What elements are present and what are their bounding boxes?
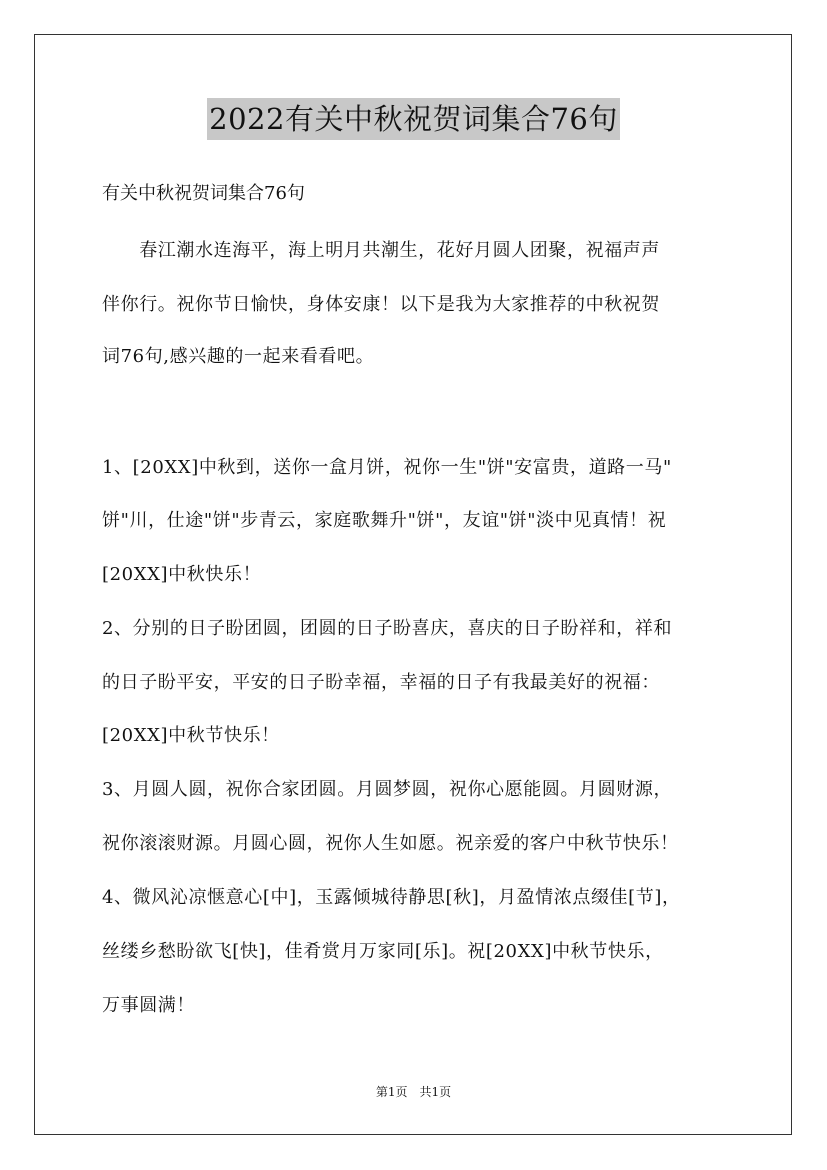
document-subtitle: 有关中秋祝贺词集合76句 [102, 183, 305, 204]
document-title: 2022有关中秋祝贺词集合76句 [207, 98, 620, 140]
item-1-line-2: 饼"川，仕途"饼"步青云，家庭歌舞升"饼"，友谊"饼"淡中见真情！祝 [102, 510, 667, 531]
intro-line-2: 伴你行。祝你节日愉快，身体安康！以下是我为大家推荐的中秋祝贺 [102, 294, 660, 315]
item-2-line-1: 2、分别的日子盼团圆，团圆的日子盼喜庆，喜庆的日子盼祥和，祥和 [102, 618, 673, 639]
item-4-line-2: 丝缕乡愁盼欲飞[快]，佳肴赏月万家同[乐]。祝[20XX]中秋节快乐， [102, 941, 664, 962]
item-4-line-3: 万事圆满！ [102, 995, 195, 1016]
page-footer: 第1页 共1页 [375, 1085, 452, 1099]
intro-line-3: 词76句,感兴趣的一起来看看吧。 [102, 346, 375, 367]
item-3-line-2: 祝你滚滚财源。月圆心圆，祝你人生如愿。祝亲爱的客户中秋节快乐！ [102, 833, 679, 854]
title-container [0, 98, 827, 140]
item-4-line-1: 4、微风沁凉惬意心[中]，玉露倾城待静思[秋]，月盈情浓点缀佳[节]， [102, 887, 681, 908]
item-2-line-3: [20XX]中秋节快乐！ [102, 725, 280, 746]
item-2-line-2: 的日子盼平安，平安的日子盼幸福，幸福的日子有我最美好的祝福： [102, 672, 660, 693]
item-3-line-1: 3、月圆人圆，祝你合家团圆。月圆梦圆，祝你心愿能圆。月圆财源， [102, 779, 673, 800]
intro-line-1: 春江潮水连海平，海上明月共潮生，花好月圆人团聚，祝福声声 [102, 240, 660, 261]
item-1-line-1: 1、[20XX]中秋到，送你一盒月饼，祝你一生"饼"安富贵，道路一马" [102, 457, 672, 478]
item-1-line-3: [20XX]中秋快乐！ [102, 564, 262, 585]
